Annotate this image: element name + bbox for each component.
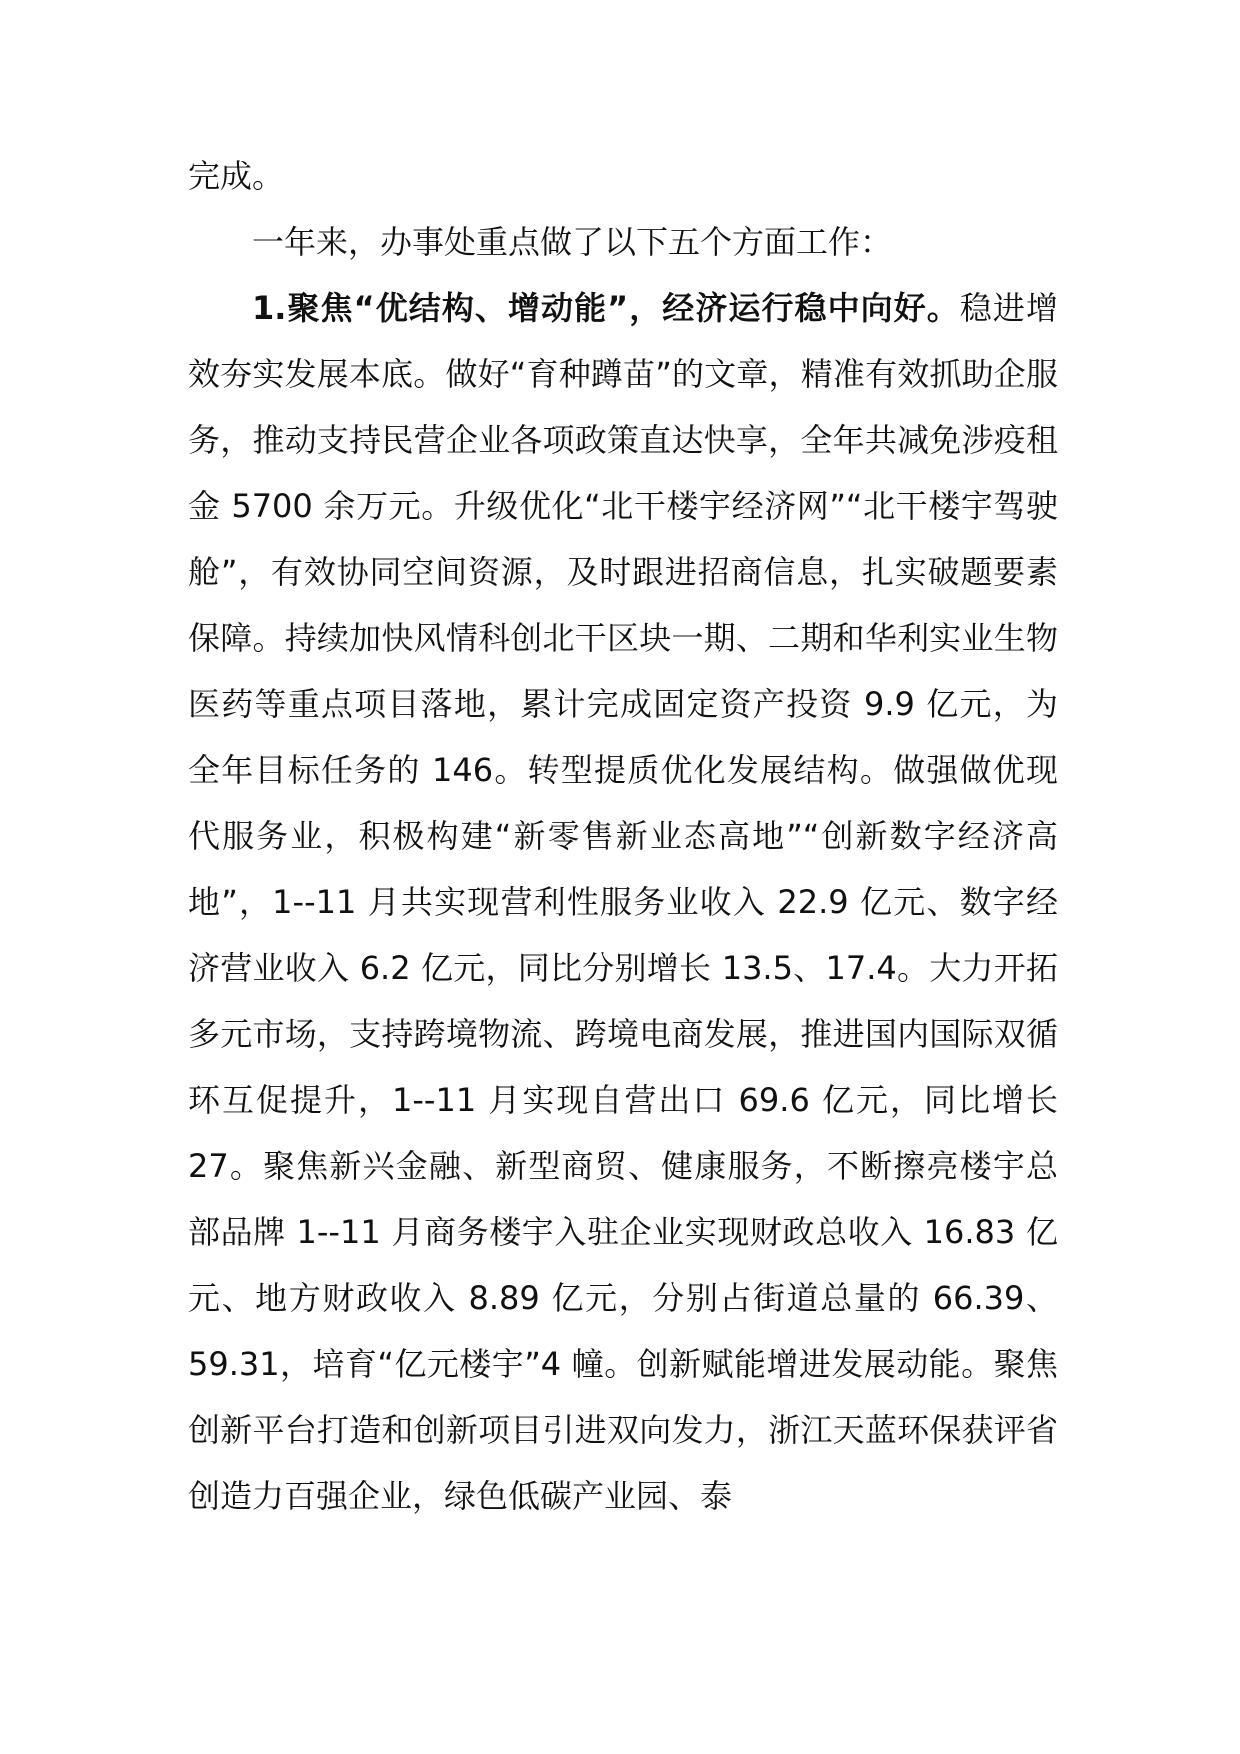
section-1-paragraph bbox=[188, 275, 1058, 1529]
fragment-paragraph bbox=[188, 143, 1058, 209]
intro-text: 一年来，办事处重点做了以下五个方面工作： bbox=[252, 223, 893, 261]
section-1-body: 稳进增效夯实发展本底。做好“育种蹲苗”的文章，精准有效抓助企服务，推动支持民营企业各项政策直达快享，全年共减免涉疫租金 5700 余万元。升级优化“北干楼宇经济网”“北干楼宇驾驶舱”，有效协同空间资源，及时跟进招商信息，扎实破题要素保障。持续加快风情科创北干区块一期、二期和华利实业生物医药等重点项目落地，累计完成固定资产投资 9.9 亿元，为全年目标任务的 146。转型提质优化发展结构。做强做优现代服务业，积极构建“新零售新业态高地”“创新数字经济高地”，1--11 月共实现营利性服务业收入 22.9 亿元、数字经济营业收入 6.2 亿元，同比分别增长 13.5、17.4。大力开拓多元市场，支持跨境物流、跨境电商发展，推进国内国际双循环互促提升，1--11 月实现自营出口 69.6 亿元，同比增长 27。聚焦新兴金融、新型商贸、健康服务，不断擦亮楼宇总部品牌 1--11 月商务楼宇入驻企业实现财政总收入 16.83 亿元、地方财政收入 8.89 亿元，分别占街道总量的 66.39、59.31，培育“亿元楼宇”4 幢。创新赋能增进发展动能。聚焦创新平台打造和创新项目引进双向发力，浙江天蓝环保获评省创造力百强企业，绿色低碳产业园、泰 bbox=[188, 289, 1058, 1515]
body-text bbox=[188, 143, 1058, 1529]
section-1-heading: 1.聚焦“优结构、增动能”，经济运行稳中向好。 bbox=[252, 289, 960, 327]
intro-paragraph bbox=[188, 209, 1058, 275]
fragment-text: 完成。 bbox=[188, 157, 285, 195]
